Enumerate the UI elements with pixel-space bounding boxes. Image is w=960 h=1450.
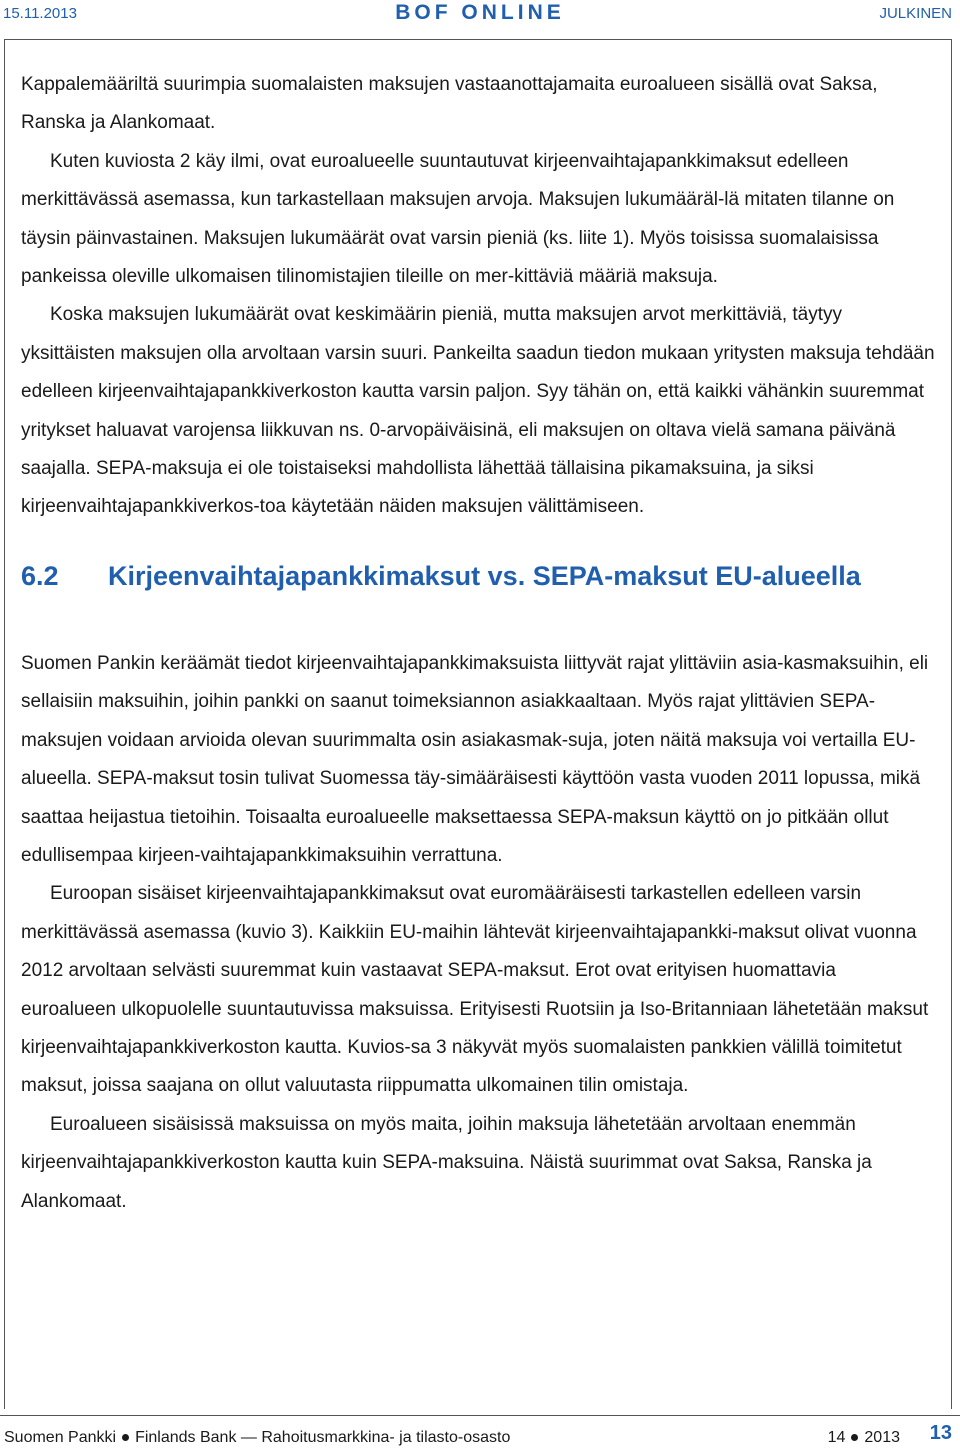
header-classification: JULKINEN bbox=[879, 5, 952, 22]
page-footer bbox=[0, 1415, 960, 1450]
page-header bbox=[0, 0, 960, 34]
section-title: Kirjeenvaihtajapankkimaksut vs. SEPA-maksut EU-alueella bbox=[108, 560, 861, 591]
header-title: BOF ONLINE bbox=[395, 1, 565, 24]
header-date: 15.11.2013 bbox=[3, 5, 77, 22]
section-heading bbox=[21, 553, 936, 599]
bullet-icon bbox=[122, 1434, 129, 1441]
footer-department: Rahoitusmarkkina- ja tilasto-osasto bbox=[261, 1429, 511, 1446]
footer-org-fi: Suomen Pankki bbox=[4, 1429, 117, 1446]
paragraph: Suomen Pankin keräämät tiedot kirjeenvaihtajapankkimaksuista liittyvät rajat ylittäviin asia-kasmaksuihin, eli sellaisiin maksuihin, joihin pankki on saanut toimeksiannon asiakkaaltaan. Myös rajat ylittävien SEPA-maksujen voidaan arvioida olevan suurimmalta osin asiakasmak-suja, joten näitä maksuja voi vertailla EU-alueella. SEPA-maksut tosin tulivat Suomessa täy-simääräisesti käyttöön vasta vuoden 2011 lopussa, mikä saattaa heijastua tietoihin. Toisaalta euroalueelle maksettaessa SEPA-maksun käyttö on jo pitkään ollut edullisempaa kirjeen-vaihtajapankkimaksuihin verrattuna. bbox=[21, 652, 929, 866]
footer-issue bbox=[828, 1429, 900, 1447]
document-body bbox=[21, 66, 936, 1221]
paragraph: Euroalueen sisäisissä maksuissa on myös maita, joihin maksuja lähetetään arvoltaan enemmän kirjeenvaihtajapankkiverkoston kautta kuin SEPA-maksuina. Näistä suurimmat ovat Saksa, Ranska ja Alankomaat. bbox=[21, 1113, 872, 1212]
paragraph: Euroopan sisäiset kirjeenvaihtajapankkimaksut ovat euromääräisesti tarkastellen edelleen varsin merkittävässä asemassa (kuvio 3). Kaikkiin EU-maihin lähtevät kirjeenvaihtajapankki-maksut olivat vuonna 2012 arvoltaan selvästi suuremmat kuin vastaavat SEPA-maksut. Erot ovat erityisen huomattavia euroalueen ulkopuolelle suuntautuvissa maksuissa. Erityisesti Ruotsiin ja Iso-Britanniaan lähetetään maksut kirjeenvaihtajapankkiverkoston kautta. Kuvios-sa 3 näkyvät myös suomalaisten pankkien välillä toimitetut maksut, joissa saajana on ollut valuutasta riippumatta ulkomainen tilin omistaja. bbox=[21, 883, 929, 1097]
page-number: 13 bbox=[929, 1422, 952, 1444]
paragraph: Koska maksujen lukumäärät ovat keskimäärin pieniä, mutta maksujen arvot merkittäviä, täytyy yksittäisten maksujen olla arvoltaan varsin suuri. Pankeilta saadun tiedon mukaan yritysten maksuja tehdään edelleen kirjeenvaihtajapankkiverkoston kautta varsin paljon. Syy tähän on, että kaikki vähänkin suuremmat yritykset haluavat varojensa liikkuvan ns. 0-arvopäiväisinä, eli maksujen on oltava vielä samana päivänä saajalla. SEPA-maksuja ei ole toistaiseksi mahdollista lähettää tällaisina pikamaksuina, ja siksi kirjeenvaihtajapankkiverkos-toa käytetään näiden maksujen välittämiseen. bbox=[21, 304, 935, 518]
footer-issue-number: 14 bbox=[827, 1429, 846, 1446]
bullet-icon bbox=[851, 1434, 858, 1441]
paragraph: Kuten kuviosta 2 käy ilmi, ovat euroalueelle suuntautuvat kirjeenvaihtajapankkimaksut edelleen merkittävässä asemassa, kun tarkastellaan maksujen arvoja. Maksujen lukumääräl-lä mitaten tilanne on täysin päinvastainen. Maksujen lukumäärät ovat varsin pieniä (ks. liite 1). Myös toisissa suomalaisissa pankeissa oleville ulkomaisen tilinomistajien tileille on mer-kittäviä määriä maksuja. bbox=[21, 150, 895, 288]
footer-organization: Suomen Pankki Finlands Bank — Rahoitusmarkkina- ja tilasto-osasto bbox=[4, 1429, 511, 1446]
section-number: 6.2 bbox=[21, 560, 59, 591]
paragraph: Kappalemääriltä suurimpia suomalaisten maksujen vastaanottajamaita euroalueen sisällä ovat Saksa, Ranska ja Alankomaat. bbox=[21, 74, 878, 134]
footer-year: 2013 bbox=[864, 1429, 900, 1446]
footer-org-sv: Finlands Bank bbox=[135, 1429, 237, 1446]
